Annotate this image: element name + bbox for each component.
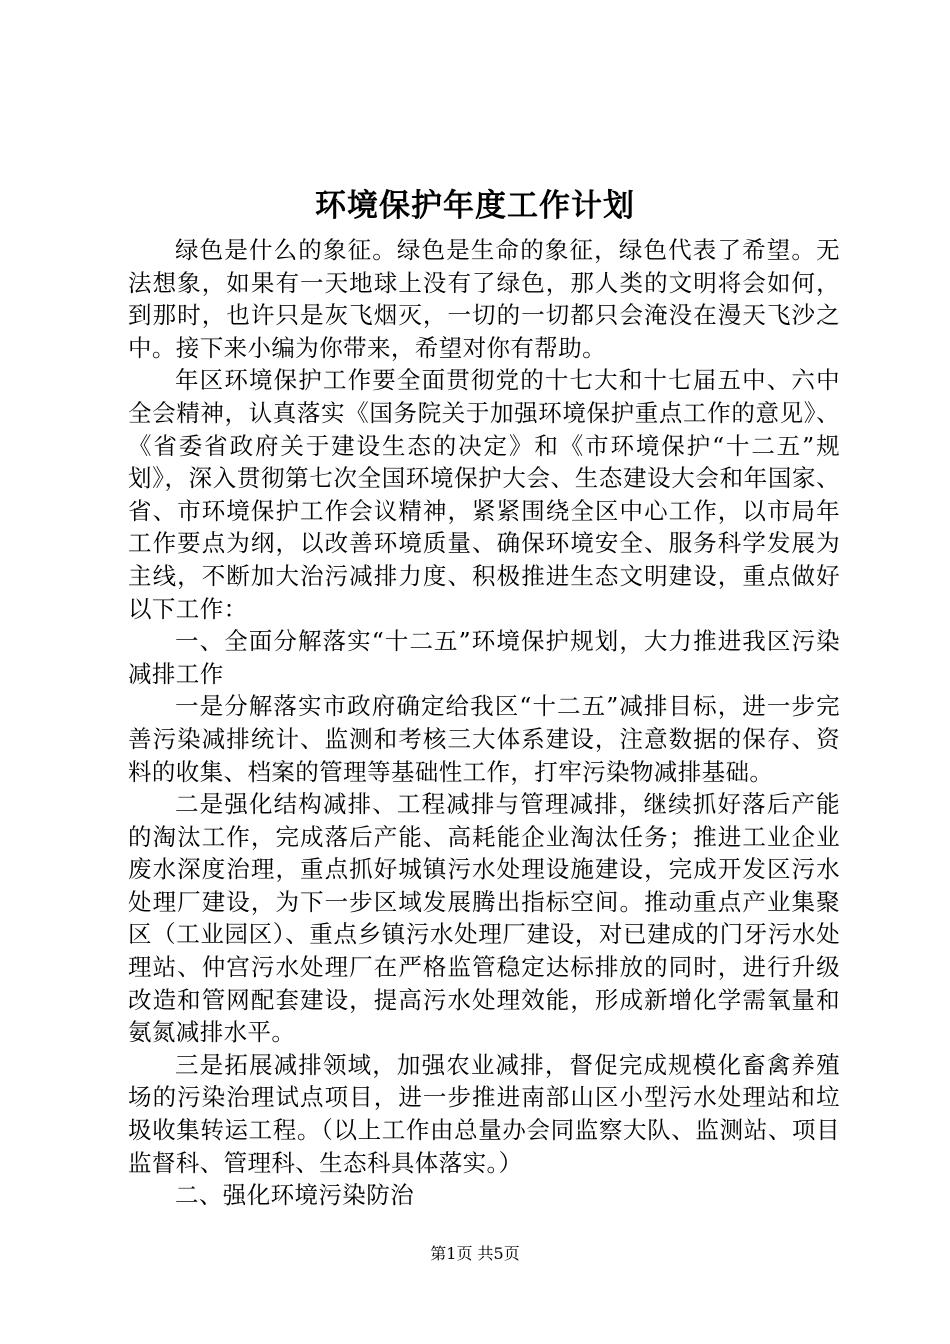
paragraph-item-3: 三是拓展减排领域，加强农业减排，督促完成规模化畜禽养殖场的污染治理试点项目，进一步推进南部山区小型污水处理站和垃圾收集转运工程。（以上工作由总量办会同监察大队、监测站、项目监督科、管理科、生态科具体落实。） — [128, 1050, 840, 1177]
section-heading-1: 一、全面分解落实“十二五”环境保护规划，大力推进我区污染减排工作 — [128, 627, 840, 688]
page-footer: 第1页 共5页 — [430, 1244, 520, 1263]
document-title: 环境保护年度工作计划 — [315, 188, 635, 224]
section-heading-2: 二、强化环境污染防治 — [175, 1181, 414, 1210]
paragraph-intro: 绿色是什么的象征。绿色是生命的象征，绿色代表了希望。无法想象，如果有一天地球上没有了绿色，那人类的文明将会如何，到那时，也许只是灰飞烟灭，一切的一切都只会淹没在漫天飞沙之中。接下来小编为你带来，希望对你有帮助。 — [128, 236, 840, 362]
paragraph-overview: 年区环境保护工作要全面贯彻党的十七大和十七届五中、六中全会精神，认真落实《国务院关于加强环境保护重点工作的意见》、《省委省政府关于建设生态的决定》和《市环境保护“十二五”规划》，深入贯彻第七次全国环境保护大会、生态建设大会和年国家、省、市环境保护工作会议精神，紧紧围绕全区中心工作，以市局年工作要点为纲，以改善环境质量、确保环境安全、服务科学发展为主线，不断加大治污减排力度、积极推进生态文明建设，重点做好以下工作： — [128, 366, 840, 623]
document-body — [128, 234, 840, 1212]
paragraph-item-2: 二是强化结构减排、工程减排与管理减排，继续抓好落后产能的淘汰工作，完成落后产能、高耗能企业淘汰任务；推进工业企业废水深度治理，重点抓好城镇污水处理设施建设，完成开发区污水处理厂建设，为下一步区域发展腾出指标空间。推动重点产业集聚区（工业园区）、重点乡镇污水处理厂建设，对已建成的门牙污水处理站、仲宫污水处理厂在严格监管稳定达标排放的同时，进行升级改造和管网配套建设，提高污水处理效能，形成新增化学需氧量和氨氮减排水平。 — [128, 790, 840, 1047]
paragraph-item-1: 一是分解落实市政府确定给我区“十二五”减排目标，进一步完善污染减排统计、监测和考核三大体系建设，注意数据的保存、资料的收集、档案的管理等基础性工作，打牢污染物减排基础。 — [128, 692, 840, 786]
